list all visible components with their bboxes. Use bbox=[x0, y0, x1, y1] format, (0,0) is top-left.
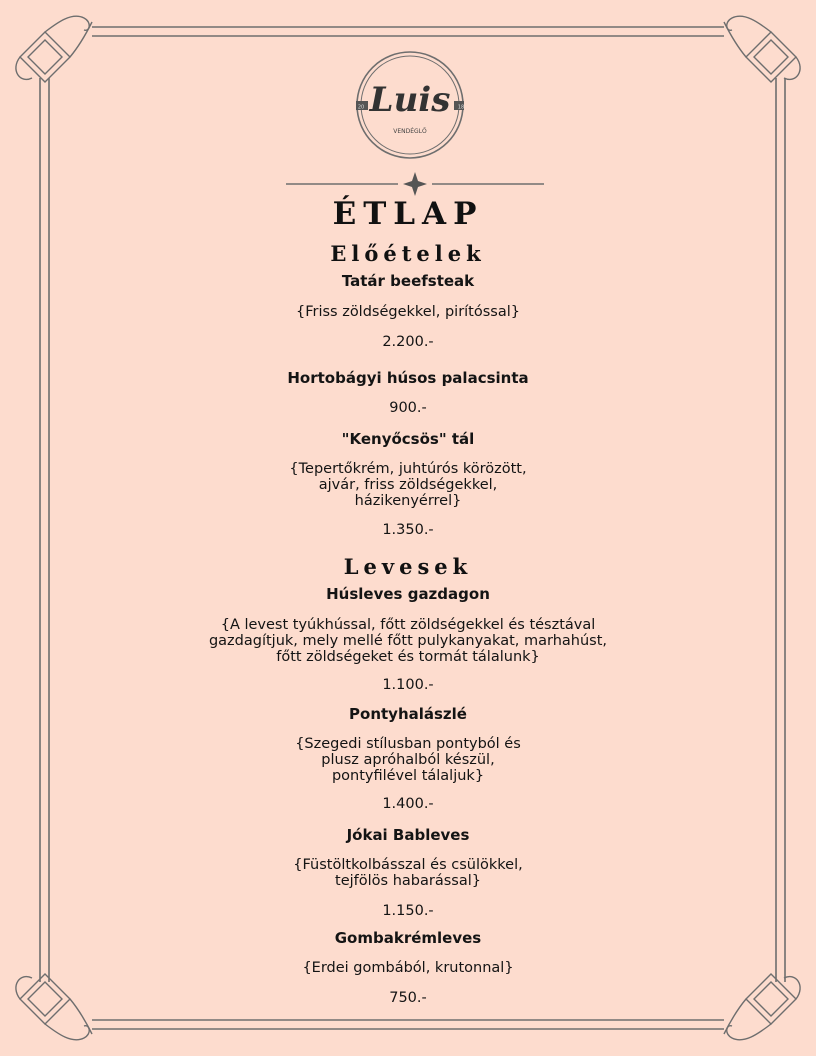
menu-item-name: Tatár beefsteak bbox=[341, 272, 475, 290]
menu-item-description: főtt zöldségeket és tormát tálalunk} bbox=[276, 649, 540, 665]
menu-item-price: 1.400.- bbox=[382, 796, 434, 812]
menu-item-description: {Erdei gombából, krutonnal} bbox=[302, 960, 514, 976]
menu-item-description: gazdagítjuk, mely mellé főtt pulykanyakat, marhahúst, bbox=[208, 633, 608, 649]
menu-item-price: 2.200.- bbox=[382, 334, 434, 350]
menu-item-price: 750.- bbox=[389, 990, 427, 1006]
menu-item-description: ajvár, friss zöldségekkel, bbox=[318, 477, 498, 493]
menu-item-name: Jókai Bableves bbox=[346, 826, 470, 844]
menu-item-price: 900.- bbox=[389, 400, 427, 416]
menu-item-description: {Tepertőkrém, juhtúrós körözött, bbox=[289, 461, 527, 477]
star-icon bbox=[403, 172, 427, 196]
logo-left-tag: 20 bbox=[357, 104, 365, 111]
logo-small-text: VENDÉGLŐ bbox=[393, 128, 427, 135]
title-divider bbox=[286, 170, 544, 198]
menu-item-description: {Füstöltkolbásszal és csülökkel, bbox=[293, 857, 523, 873]
menu-item-name: "Kenyőcsös" tál bbox=[341, 430, 475, 448]
menu-item-description: tejfölös habarással} bbox=[335, 873, 481, 889]
section-title-soups: Levesek bbox=[343, 554, 473, 579]
menu-item-name: Hortobágyi húsos palacsinta bbox=[287, 369, 529, 387]
logo-right-tag: 18 bbox=[457, 104, 464, 111]
menu-item-name: Húsleves gazdagon bbox=[326, 585, 490, 603]
menu-item-description: {Szegedi stílusban pontyból és bbox=[295, 736, 521, 752]
menu-title: ÉTLAP bbox=[332, 196, 484, 232]
menu-item-description: {Friss zöldségekkel, pirítóssal} bbox=[295, 304, 520, 320]
logo-script-text: Luis bbox=[369, 80, 451, 120]
menu-item-name: Gombakrémleves bbox=[334, 929, 482, 947]
menu-item-description: {A levest tyúkhússal, főtt zöldségekkel és tésztával bbox=[220, 617, 596, 633]
menu-item-description: pontyfilével tálaljuk} bbox=[331, 768, 485, 784]
menu-item-price: 1.100.- bbox=[382, 677, 434, 693]
restaurant-logo bbox=[356, 51, 464, 159]
menu-item-name: Pontyhalászlé bbox=[349, 705, 467, 723]
menu-item-price: 1.150.- bbox=[382, 903, 434, 919]
menu-item-description: házikenyérrel} bbox=[354, 493, 462, 509]
menu-item-description: plusz apróhalból készül, bbox=[321, 752, 495, 768]
menu-item-price: 1.350.- bbox=[382, 522, 434, 538]
section-title-appetizers: Előételek bbox=[330, 241, 486, 266]
